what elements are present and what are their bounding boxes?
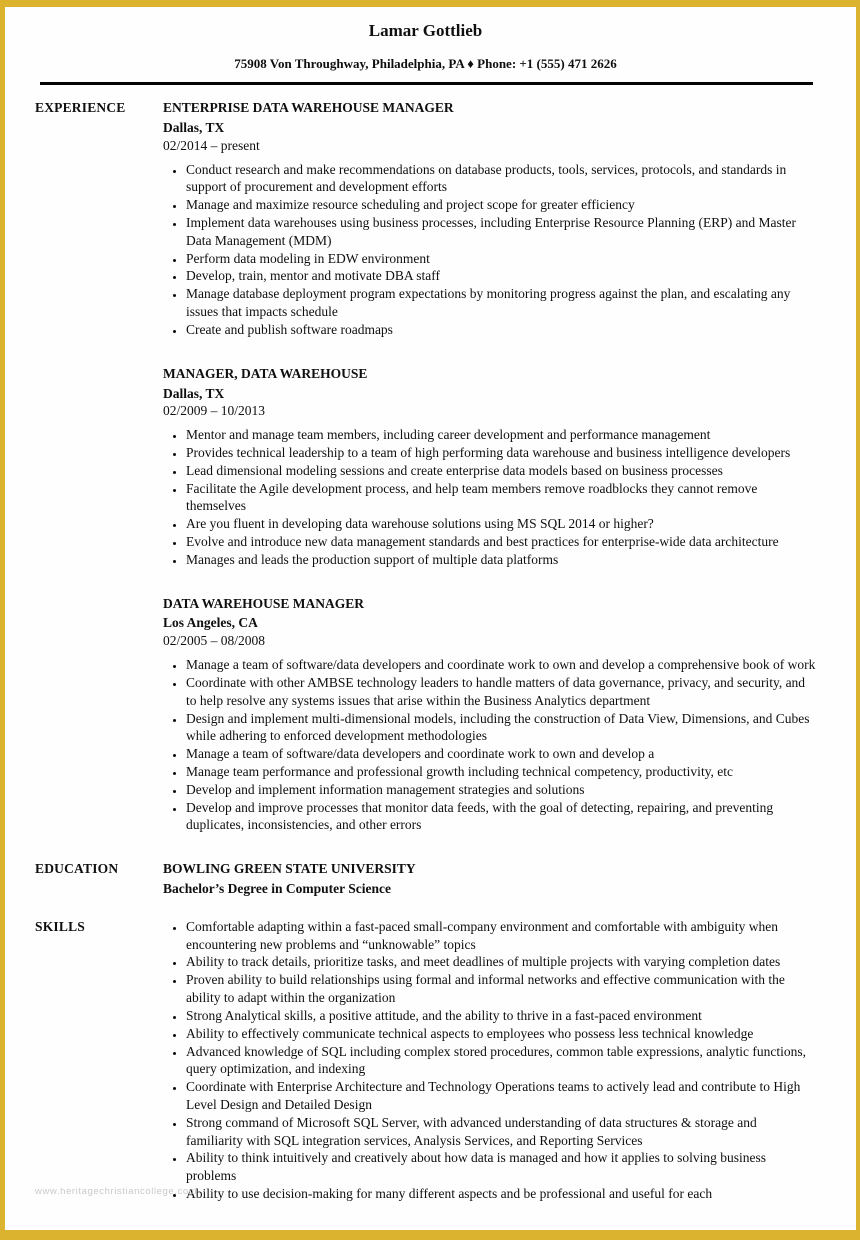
skill-bullet: • Ability to track details, prioritize tasks, and meet deadlines of multiple projects with varying completion dates — [185, 953, 816, 971]
job-location: Los Angeles, CA — [163, 615, 258, 631]
job-bullet-list — [163, 426, 816, 569]
job-bullet: • Provides technical leadership to a team of high performing data warehouse and business intelligence developers — [185, 444, 816, 462]
job-bullet: • Manage a team of software/data developers and coordinate work to own and develop a — [185, 745, 816, 763]
job-bullet: • Create and publish software roadmaps — [185, 321, 816, 339]
job-bullet: • Are you fluent in developing data warehouse solutions using MS SQL 2014 or higher? — [185, 515, 816, 533]
job-bullet: • Manage team performance and professional growth including technical competency, productivity, etc — [185, 763, 816, 781]
header-divider — [40, 82, 813, 85]
skill-bullet: • Strong command of Microsoft SQL Server, with advanced understanding of data structures & storage and familiarity with SQL integration services, Analysis Services, and Reporting Services — [185, 1114, 816, 1150]
skill-bullet: • Coordinate with Enterprise Architecture and Technology Operations teams to actively lead and contribute to High Level Design and Detailed Design — [185, 1078, 816, 1114]
skills-bullet-list — [163, 918, 816, 1203]
watermark: www.heritagechristiancollege.com — [35, 1186, 198, 1197]
job-entry-2 — [163, 365, 816, 569]
resume-header — [35, 7, 816, 85]
skill-bullet-clipped: • Ability to use decision-making for many different aspects and be professional and useful for each — [185, 1185, 816, 1203]
job-bullet: • Manage a team of software/data developers and coordinate work to own and develop a comprehensive book of work — [185, 656, 816, 674]
job-title: DATA WAREHOUSE MANAGER — [163, 595, 365, 611]
resume-page — [5, 7, 856, 1230]
skill-bullet: • Ability to effectively communicate technical aspects to employees who possess less technical knowledge — [185, 1025, 816, 1043]
job-dates: 02/2005 – 08/2008 — [163, 633, 266, 649]
education-content — [163, 860, 816, 898]
job-bullet: • Develop and implement information management strategies and solutions — [185, 781, 816, 799]
section-label-experience: EXPERIENCE — [35, 100, 126, 116]
education-degree: Bachelor’s Degree in Computer Science — [163, 881, 391, 897]
person-name: Lamar Gottlieb — [368, 21, 483, 40]
experience-section — [35, 99, 816, 834]
job-entry-1 — [163, 99, 816, 339]
section-label-skills: SKILLS — [35, 918, 85, 934]
job-title: ENTERPRISE DATA WAREHOUSE MANAGER — [163, 100, 454, 116]
experience-content — [163, 99, 816, 834]
job-bullet: • Develop and improve processes that monitor data feeds, with the goal of detecting, repairing, and preventing duplicates, inconsistencies, and other errors — [185, 799, 816, 835]
skills-section — [35, 918, 816, 1203]
job-bullet-list — [163, 656, 816, 834]
job-bullet-list — [163, 161, 816, 339]
education-section — [35, 860, 816, 898]
skill-bullet: • Strong Analytical skills, a positive attitude, and the ability to thrive in a fast-paced environment — [185, 1007, 816, 1025]
skill-bullet: • Ability to think intuitively and creatively about how data is managed and how it applies to solving business problems — [185, 1149, 816, 1185]
job-bullet: • Develop, train, mentor and motivate DBA staff — [185, 267, 816, 285]
job-bullet: • Manages and leads the production support of multiple data platforms — [185, 551, 816, 569]
job-bullet: • Mentor and manage team members, including career development and performance management — [185, 426, 816, 444]
job-title: MANAGER, DATA WAREHOUSE — [163, 365, 368, 381]
job-bullet: • Manage database deployment program expectations by monitoring progress against the plan, and escalating any issues that impacts schedule — [185, 285, 816, 321]
job-entry-3 — [163, 595, 816, 835]
job-location: Dallas, TX — [163, 385, 225, 401]
education-school: BOWLING GREEN STATE UNIVERSITY — [163, 861, 416, 877]
job-bullet: • Coordinate with other AMBSE technology leaders to handle matters of data governance, privacy, and security, and to help resolve any systems issues that arise within the Business Analytics department — [185, 674, 816, 710]
skill-bullet: • Proven ability to build relationships using formal and informal networks and effective communication with the ability to adapt within the organization — [185, 971, 816, 1007]
job-bullet: • Manage and maximize resource scheduling and project scope for greater efficiency — [185, 196, 816, 214]
job-dates: 02/2009 – 10/2013 — [163, 403, 266, 419]
job-location: Dallas, TX — [163, 119, 225, 135]
job-bullet: • Facilitate the Agile development process, and help team members remove roadblocks they cannot remove themselves — [185, 480, 816, 516]
skills-content — [163, 918, 816, 1203]
job-bullet: • Implement data warehouses using business processes, including Enterprise Resource Planning (ERP) and Master Data Management (MDM) — [185, 214, 816, 250]
contact-line: 75908 Von Throughway, Philadelphia, PA ♦ Phone: +1 (555) 471 2626 — [234, 56, 617, 71]
job-bullet: • Evolve and introduce new data management standards and best practices for enterprise-wide data architecture — [185, 533, 816, 551]
job-dates: 02/2014 – present — [163, 137, 260, 153]
section-label-education: EDUCATION — [35, 861, 119, 877]
job-bullet: • Design and implement multi-dimensional models, including the construction of Data View, Dimensions, and Cubes while adhering to enforced development methodologies — [185, 710, 816, 746]
job-bullet: • Conduct research and make recommendations on database products, tools, services, protocols, and standards in support of procurement and development efforts — [185, 161, 816, 197]
job-bullet: • Lead dimensional modeling sessions and create enterprise data models based on business processes — [185, 462, 816, 480]
job-bullet: • Perform data modeling in EDW environment — [185, 250, 816, 268]
skill-bullet: • Advanced knowledge of SQL including complex stored procedures, common table expressions, analytic functions, query optimization, and indexing — [185, 1043, 816, 1079]
skill-bullet: • Comfortable adapting within a fast-paced small-company environment and comfortable with ambiguity when encountering new problems and “unknowable” topics — [185, 918, 816, 954]
